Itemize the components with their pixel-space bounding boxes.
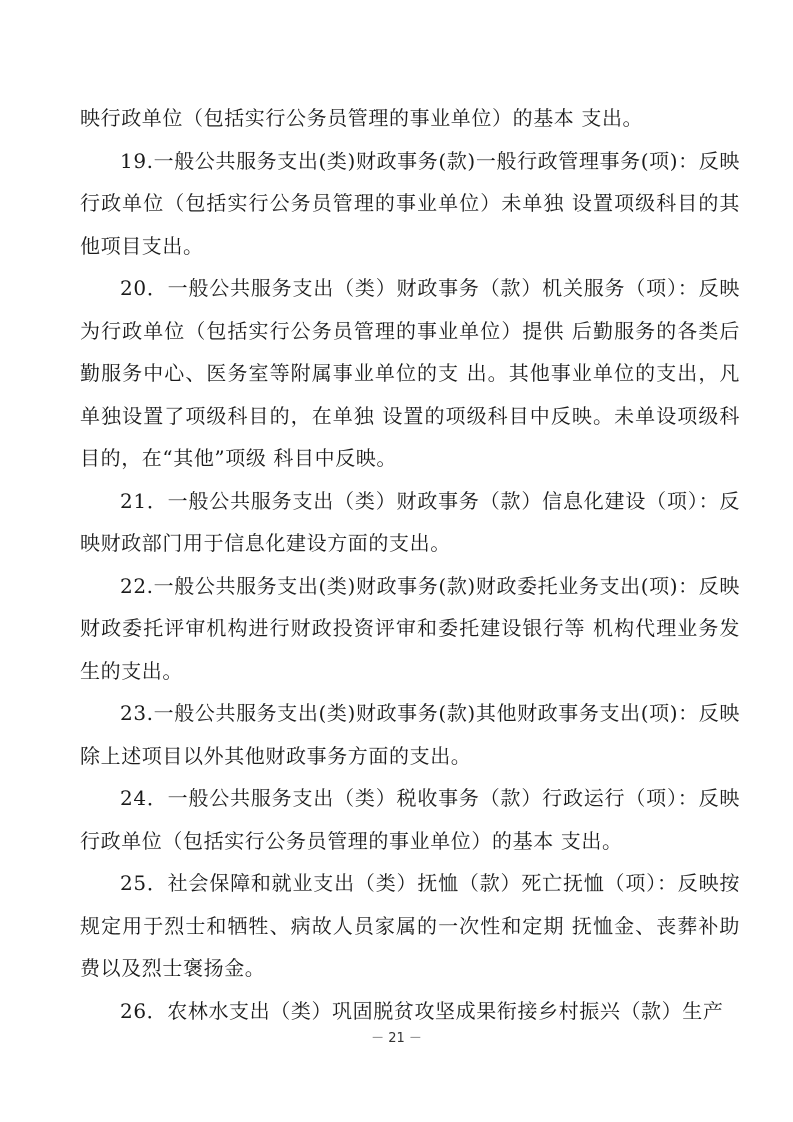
paragraph-item-25: 25．社会保障和就业支出（类）抚恤（款）死亡抚恤（项）：反映按规定用于烈士和牺牲、病故人员家属的一次性和定期 抚恤金、丧葬补助费以及烈士褒扬金。 [80, 871, 740, 980]
paragraph-item-22: 22.一般公共服务支出(类)财政事务(款)财政委托业务支出(项)：反映财政委托评审机构进行财政投资评审和委托建设银行等 机构代理业务发生的支出。 [80, 573, 740, 683]
paragraph-item-21: 21．一般公共服务支出（类）财政事务（款）信息化建设（项）：反映财政部门用于信息化建设方面的支出。 [80, 488, 740, 555]
paragraph-continuation: 映行政单位（包括实行公务员管理的事业单位）的基本 支出。 [80, 106, 644, 130]
page-number: － 21 － [371, 1031, 422, 1046]
paragraph-item-23: 23.一般公共服务支出(类)财政事务(款)其他财政事务支出(项)：反映除上述项目以外其他财政事务方面的支出。 [80, 701, 740, 768]
paragraph-item-26: 26．农林水支出（类）巩固脱贫攻坚成果衔接乡村振兴（款）生产 [120, 998, 724, 1023]
body-text [80, 97, 740, 1032]
paragraph-item-20: 20．一般公共服务支出（类）财政事务（款）机关服务（项）：反映为行政单位（包括实行公务员管理的事业单位）提供 后勤服务的各类后勤服务中心、医务室等附属事业单位的支 出。其他事业单位的支出，凡单独设置了项级科目的，在单独 设置的项级科目中反映。未单设项级科目的，在“其他”项级 科目中反映。 [80, 276, 740, 470]
paragraph-item-24: 24．一般公共服务支出（类）税收事务（款）行政运行（项）：反映行政单位（包括实行公务员管理的事业单位）的基本 支出。 [80, 786, 740, 853]
paragraph-item-19: 19.一般公共服务支出(类)财政事务(款)一般行政管理事务(项)：反映行政单位（包括实行公务员管理的事业单位）未单独 设置项级科目的其他项目支出。 [80, 148, 740, 258]
